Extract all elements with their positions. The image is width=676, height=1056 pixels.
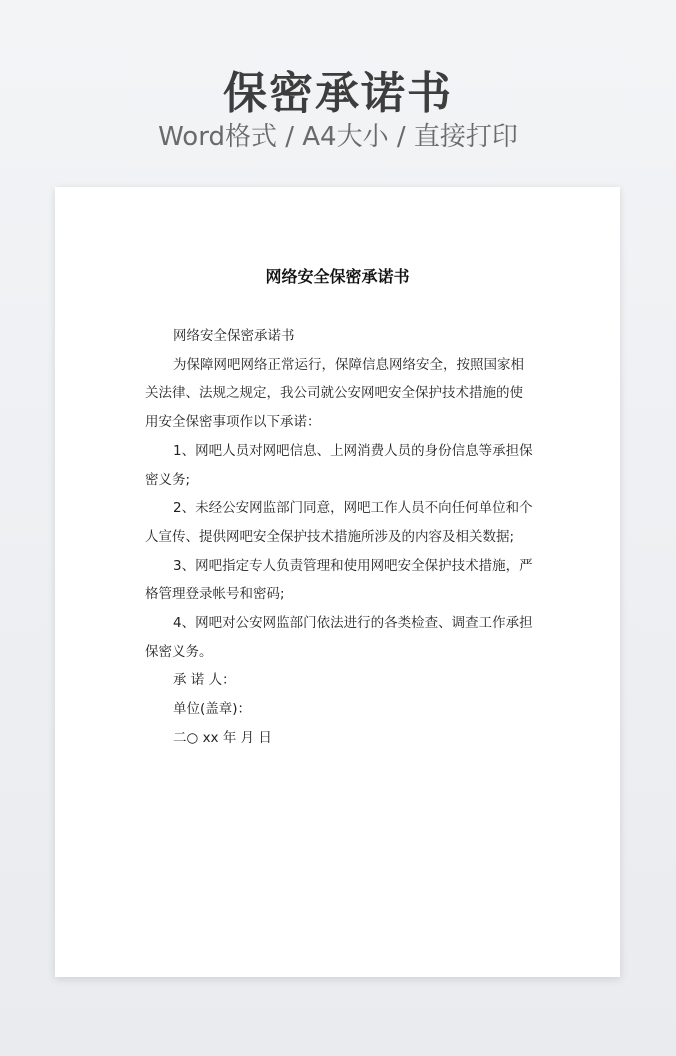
document-paragraph-item-4: 4、网吧对公安网监部门依法进行的各类检查、调查工作承担保密义务。 bbox=[145, 615, 533, 660]
signature-date-line: 二○ xx 年 月 日 bbox=[173, 729, 272, 746]
document-title: 网络安全保密承诺书 bbox=[265, 267, 410, 286]
document-heading-line: 网络安全保密承诺书 bbox=[173, 328, 295, 344]
document-paragraph-item-1: 1、网吧人员对网吧信息、上网消费人员的身份信息等承担保密义务; bbox=[145, 442, 533, 488]
signature-unit-line: 单位(盖章)： bbox=[173, 701, 252, 718]
signature-promisor-line: 承 诺 人： bbox=[173, 672, 236, 689]
document-page bbox=[55, 187, 620, 977]
banner-header bbox=[0, 0, 676, 186]
banner-title: 保密承诺书 bbox=[223, 68, 453, 119]
document-body bbox=[145, 322, 535, 753]
document-paragraph-intro: 为保障网吧网络正常运行，保障信息网络安全，按照国家相关法律、法规之规定，我公司就公安网吧安全保护技术措施的使用安全保密事项作以下承诺： bbox=[145, 356, 524, 431]
document-paragraph-item-3: 3、网吧指定专人负责管理和使用网吧安全保护技术措施，严格管理登录帐号和密码; bbox=[145, 557, 533, 603]
document-paragraph-item-2: 2、未经公安网监部门同意，网吧工作人员不向任何单位和个人宣传、提供网吧安全保护技术措施所涉及的内容及相关数据; bbox=[145, 500, 533, 545]
banner-subtitle: Word格式 / A4大小 / 直接打印 bbox=[158, 122, 518, 152]
